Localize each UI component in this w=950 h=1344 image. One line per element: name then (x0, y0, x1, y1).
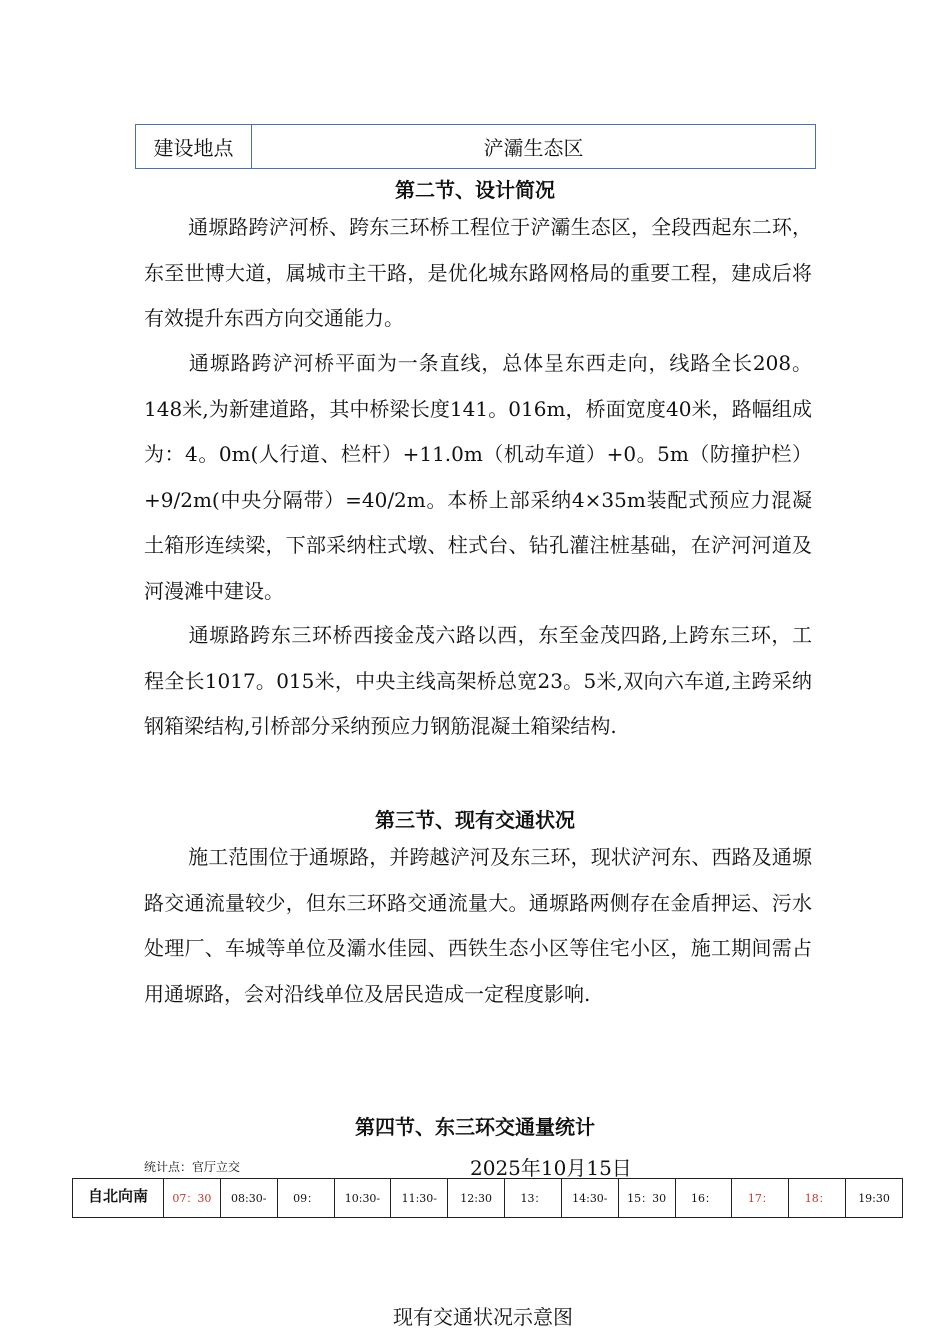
time-cell: 15：30 (618, 1179, 675, 1217)
section2-paragraph-3: 通塬路跨东三环桥西接金茂六路以西，东至金茂四路,上跨东三环，工程全长1017。015米，中央主线高架桥总宽23。5米,双向六车道,主跨采纳钢箱梁结构,引桥部分采纳预应力钢筋混凝土箱梁结构. (144, 623, 812, 738)
time-cell: 12:30 (447, 1179, 504, 1217)
time-cell: 11:30- (390, 1179, 447, 1217)
time-cell: 07：30 (163, 1179, 220, 1217)
time-cell: 09： (277, 1179, 334, 1217)
time-cell: 18： (788, 1179, 845, 1217)
section3-title: 第三节、现有交通状况 (375, 808, 575, 832)
time-cell: 08:30- (220, 1179, 277, 1217)
section4-title: 第四节、东三环交通量统计 (355, 1115, 595, 1139)
section2-title: 第二节、设计简况 (395, 178, 555, 202)
location-label: 建设地点 (136, 125, 252, 168)
location-value: 浐灞生态区 (483, 136, 584, 160)
figure-caption: 现有交通状况示意图 (393, 1305, 573, 1329)
direction-cell: 自北向南 (87, 1187, 148, 1205)
stat-point-label: 统计点：官厅立交 (144, 1160, 241, 1174)
section3-paragraph-1: 施工范围位于通塬路，并跨越浐河及东三环，现状浐河东、西路及通塬路交通流量较少，但东三环路交通流量大。通塬路两侧存在金盾押运、污水处理厂、车城等单位及灞水佳园、西铁生态小区等住宅小区，施工期间需占用通塬路，会对沿线单位及居民造成一定程度影响. (144, 845, 812, 1006)
location-table (135, 124, 816, 169)
time-cell: 16： (675, 1179, 732, 1217)
time-cell: 17： (731, 1179, 788, 1217)
section2-paragraph-1: 通塬路跨浐河桥、跨东三环桥工程位于浐灞生态区，全段西起东二环，东至世博大道，属城市主干路，是优化城东路网格局的重要工程，建成后将有效提升东西方向交通能力。 (144, 215, 812, 330)
time-cell: 19:30 (845, 1179, 902, 1217)
section2-paragraph-2: 通塬路跨浐河桥平面为一条直线，总体呈东西走向，线路全长208。148米,为新建道路，其中桥梁长度141。016m，桥面宽度40米，路幅组成为：4。0m(人行道、栏杆）+11.0m（机动车道）+0。5m（防撞护栏）+9/2m(中央分隔带）=40/2m。本桥上部采纳4×35m装配式预应力混凝土箱形连续梁，下部采纳柱式墩、柱式台、钻孔灌注桩基础，在浐河河道及河漫滩中建设。 (144, 351, 812, 603)
time-cell: 13： (504, 1179, 561, 1217)
stat-date: 2025年10月15日 (470, 1156, 632, 1180)
traffic-table (72, 1178, 903, 1218)
time-cell: 10:30- (334, 1179, 391, 1217)
time-cell: 14:30- (561, 1179, 618, 1217)
